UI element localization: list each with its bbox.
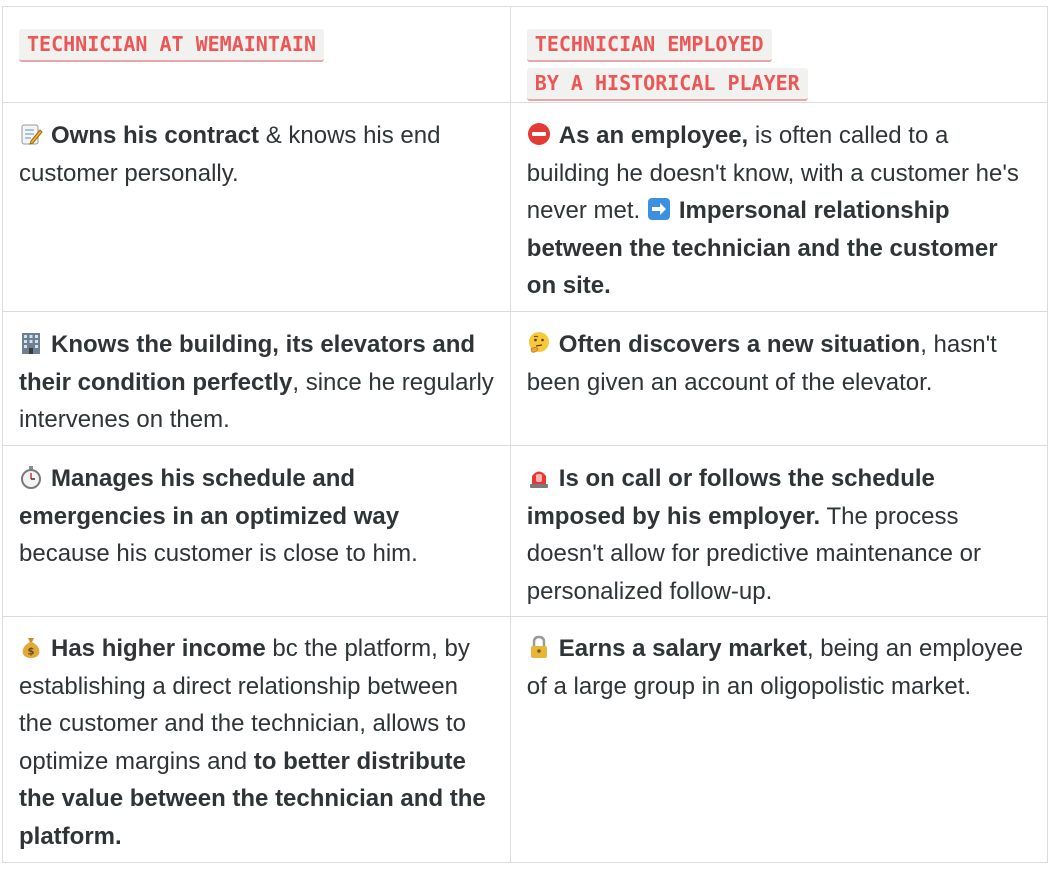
cell-bold-text: Manages his schedule and emergencies in an optimized way <box>19 465 400 530</box>
header-tag-wemaintain: TECHNICIAN AT WEMAINTAIN <box>19 29 324 62</box>
office-building-icon <box>19 331 43 355</box>
header-tag-historical-line2: BY A HISTORICAL PLAYER <box>527 68 808 101</box>
table-row <box>3 103 1048 312</box>
cell-on-call <box>510 446 1047 617</box>
cell-text: because his customer is close to him. <box>19 540 418 567</box>
cell-bold-text: Owns his contract <box>51 122 260 149</box>
memo-icon <box>19 122 43 146</box>
table-row <box>3 446 1048 617</box>
cell-text: bc the platform, by establishing a direct relationship between the customer and the technician, allows to optimize margins and <box>19 635 470 775</box>
cell-bold-text-2: Impersonal relationship between the technician and the customer on site. <box>526 197 998 299</box>
stopwatch-icon <box>19 465 43 489</box>
table-row <box>3 312 1048 446</box>
cell-bold-text-2: to better distribute the value between the technician and the platform. <box>19 747 486 850</box>
cell-building <box>3 312 511 446</box>
comparison-table <box>2 6 1048 863</box>
cell-text: & knows his end customer personally. <box>19 122 441 187</box>
cell-bold-text: Is on call or follows the schedule imposed by his employer. <box>526 465 935 530</box>
cell-bold-text: Has higher income <box>51 635 266 662</box>
cell-bold-text: Earns a salary market <box>558 635 807 662</box>
table-row <box>3 617 1048 863</box>
lock-icon <box>527 635 551 659</box>
thinking-face-icon <box>527 331 551 355</box>
cell-schedule <box>3 446 511 617</box>
cell-bold-text: Knows the building, its elevators and their condition perfectly <box>19 331 476 396</box>
siren-icon <box>527 465 551 489</box>
cell-bold-text: Often discovers a new situation <box>558 331 921 358</box>
cell-text: , since he regularly intervenes on them. <box>19 368 494 433</box>
header-tag-historical-line1: TECHNICIAN EMPLOYED <box>527 29 772 62</box>
right-arrow-icon <box>647 197 671 221</box>
cell-income <box>3 617 511 863</box>
cell-text: is often called to a building he doesn't know, with a customer he's never met. <box>526 122 1019 224</box>
table-header-row <box>3 7 1048 103</box>
cell-text: , being an employee of a large group in an oligopolistic market. <box>526 635 1024 700</box>
money-bag-icon <box>19 635 43 659</box>
cell-contract <box>3 103 511 312</box>
header-cell-wemaintain <box>3 7 511 103</box>
cell-text: The process doesn't allow for predictive maintenance or personalized follow-up. <box>526 502 981 605</box>
cell-new-situation <box>510 312 1047 446</box>
svg-text:$: $ <box>27 646 35 658</box>
cell-salary <box>510 617 1047 863</box>
cell-bold-text: As an employee, <box>558 122 749 149</box>
cell-employee <box>510 103 1047 312</box>
header-cell-historical <box>510 7 1047 103</box>
no-entry-icon <box>527 122 551 146</box>
cell-text: , hasn't been given an account of the elevator. <box>526 331 997 396</box>
